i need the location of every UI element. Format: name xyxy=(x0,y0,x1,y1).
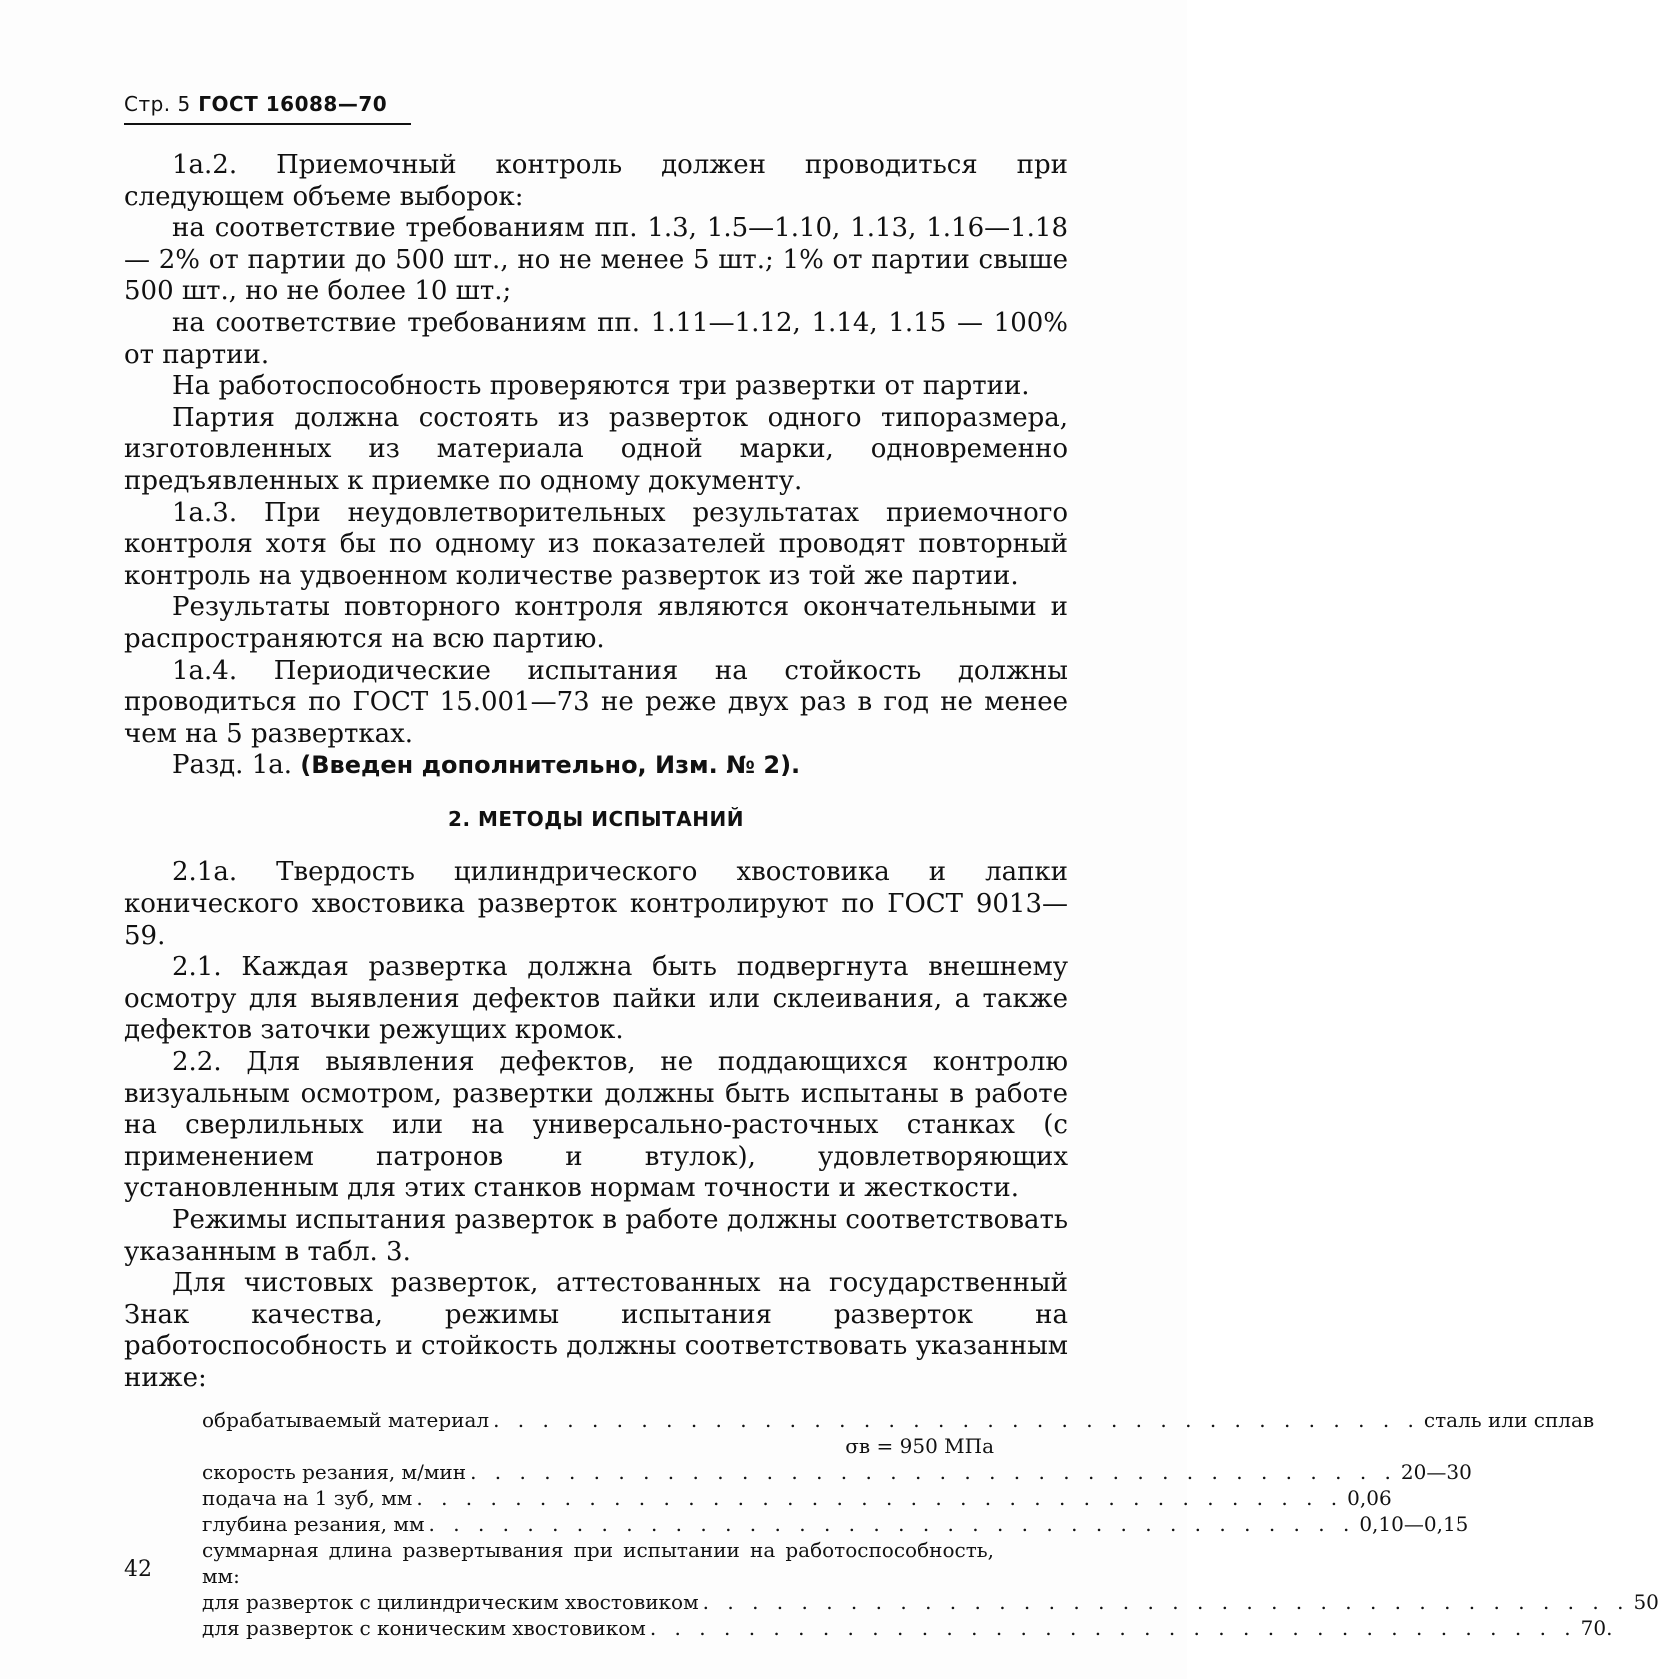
condition-label: для разверток с цилиндрическим хвостовиком xyxy=(202,1589,699,1614)
condition-value: 20—30 xyxy=(1400,1459,1472,1484)
condition-row-material xyxy=(202,1407,1595,1433)
header-rule xyxy=(124,123,411,125)
section-heading: 2. МЕТОДЫ ИСПЫТАНИЙ xyxy=(448,806,744,831)
condition-label: скорость резания, м/мин xyxy=(202,1459,467,1484)
condition-label: подача на 1 зуб, мм xyxy=(202,1485,413,1510)
section-note-prefix: Разд. 1а. xyxy=(172,750,293,781)
paragraph: 1а.2. Приемочный контроль должен проводиться при следующем объеме выборок: xyxy=(124,150,1068,212)
test-conditions-list xyxy=(202,1407,1659,1641)
section-note xyxy=(124,750,1068,782)
condition-row-length xyxy=(202,1537,994,1589)
paragraph: 2.2. Для выявления дефектов, не поддающихся контролю визуальным осмотром, развертки должны быть испытаны в работе на сверлильных или на универсально-расточных станках (с применением патронов и втулок), удовлетворяющих установленным для этих станков нормам точности и жесткости. xyxy=(124,1047,1068,1204)
condition-label: обрабатываемый материал xyxy=(202,1407,490,1432)
condition-value: 70. xyxy=(1580,1615,1613,1640)
section-note-amendment: (Введен дополнительно, Изм. № 2). xyxy=(300,751,801,780)
paragraph: 2.1а. Твердость цилиндрического хвостовика и лапки конического хвостовика разверток контролируют по ГОСТ 9013—59. xyxy=(124,857,1068,951)
condition-label: глубина резания, мм xyxy=(202,1511,425,1536)
condition-label: суммарная длина развертывания при испытании на работоспособность, мм: xyxy=(202,1537,994,1588)
header-page-label: Стр. 5 xyxy=(124,92,191,116)
condition-value: 50 xyxy=(1633,1589,1659,1614)
condition-label: для разверток с коническим хвостовиком xyxy=(202,1615,646,1640)
condition-row-feed xyxy=(202,1485,1392,1511)
condition-value: 0,10—0,15 xyxy=(1359,1511,1469,1536)
condition-value: сталь или сплав xyxy=(1423,1407,1595,1432)
condition-row-speed xyxy=(202,1459,1472,1485)
condition-row-conical xyxy=(202,1615,1613,1641)
condition-row-material-strength xyxy=(202,1433,994,1459)
paragraph: Режимы испытания разверток в работе должны соответствовать указанным в табл. 3. xyxy=(124,1205,1068,1267)
condition-row-depth xyxy=(202,1511,1469,1537)
paragraph: на соответствие требованиям пп. 1.11—1.12, 1.14, 1.15 — 100% от партии. xyxy=(124,307,1068,370)
paragraph: на соответствие требованиям пп. 1.3, 1.5—1.10, 1.13, 1.16—1.18 — 2% от партии до 500 шт., но не менее 5 шт.; 1% от партии свыше 500 шт., но не более 10 шт.; xyxy=(124,213,1068,307)
leader-dots: . . . . . . . . . . . . . . . . . . . . . . . . . . . . . . . . . . . . . . xyxy=(702,1589,1630,1614)
leader-dots: . . . . . . . . . . . . . . . . . . . . . . . . . . . . . . . . . . . . . . xyxy=(470,1459,1397,1484)
paragraph: На работоспособность проверяются три развертки от партии. xyxy=(172,371,1030,402)
document-body xyxy=(124,150,1659,1641)
paragraph: 1а.4. Периодические испытания на стойкость должны проводиться по ГОСТ 15.001—73 не реже двух раз в год не менее чем на 5 развертках. xyxy=(124,655,1068,749)
paragraph: Партия должна состоять из разверток одного типоразмера, изготовленных из материала одной марки, одновременно предъявленных к приемке по одному документу. xyxy=(124,402,1068,496)
condition-value: σв = 950 МПа xyxy=(845,1433,994,1458)
header-standard: ГОСТ 16088—70 xyxy=(198,92,388,116)
paragraph: Результаты повторного контроля являются окончательными и распространяются на всю партию. xyxy=(124,592,1068,654)
page-number: 42 xyxy=(124,1557,152,1582)
leader-dots: . . . . . . . . . . . . . . . . . . . . . . . . . . . . . . . . . . . . . . xyxy=(649,1615,1577,1640)
paragraph: Для чистовых разверток, аттестованных на государственный Знак качества, режимы испытания разверток на работоспособность и стойкость должны соответствовать указанным ниже: xyxy=(124,1268,1068,1393)
leader-dots: . . . . . . . . . . . . . . . . . . . . . . . . . . . . . . . . . . . . . . xyxy=(416,1485,1344,1510)
page-header xyxy=(124,92,387,116)
leader-dots: . . . . . . . . . . . . . . . . . . . . . . . . . . . . . . . . . . . . . . xyxy=(428,1511,1356,1536)
paragraph: 1а.3. При неудовлетворительных результатах приемочного контроля хотя бы по одному из показателей проводят повторный контроль на удвоенном количестве разверток из той же партии. xyxy=(124,497,1068,591)
condition-row-cylindrical xyxy=(202,1589,1659,1615)
leader-dots: . . . . . . . . . . . . . . . . . . . . . . . . . . . . . . . . . . . . . . xyxy=(493,1407,1420,1432)
condition-value: 0,06 xyxy=(1347,1485,1392,1510)
paragraph: 2.1. Каждая развертка должна быть подвергнута внешнему осмотру для выявления дефектов пайки или склеивания, а также дефектов заточки режущих кромок. xyxy=(124,952,1068,1046)
